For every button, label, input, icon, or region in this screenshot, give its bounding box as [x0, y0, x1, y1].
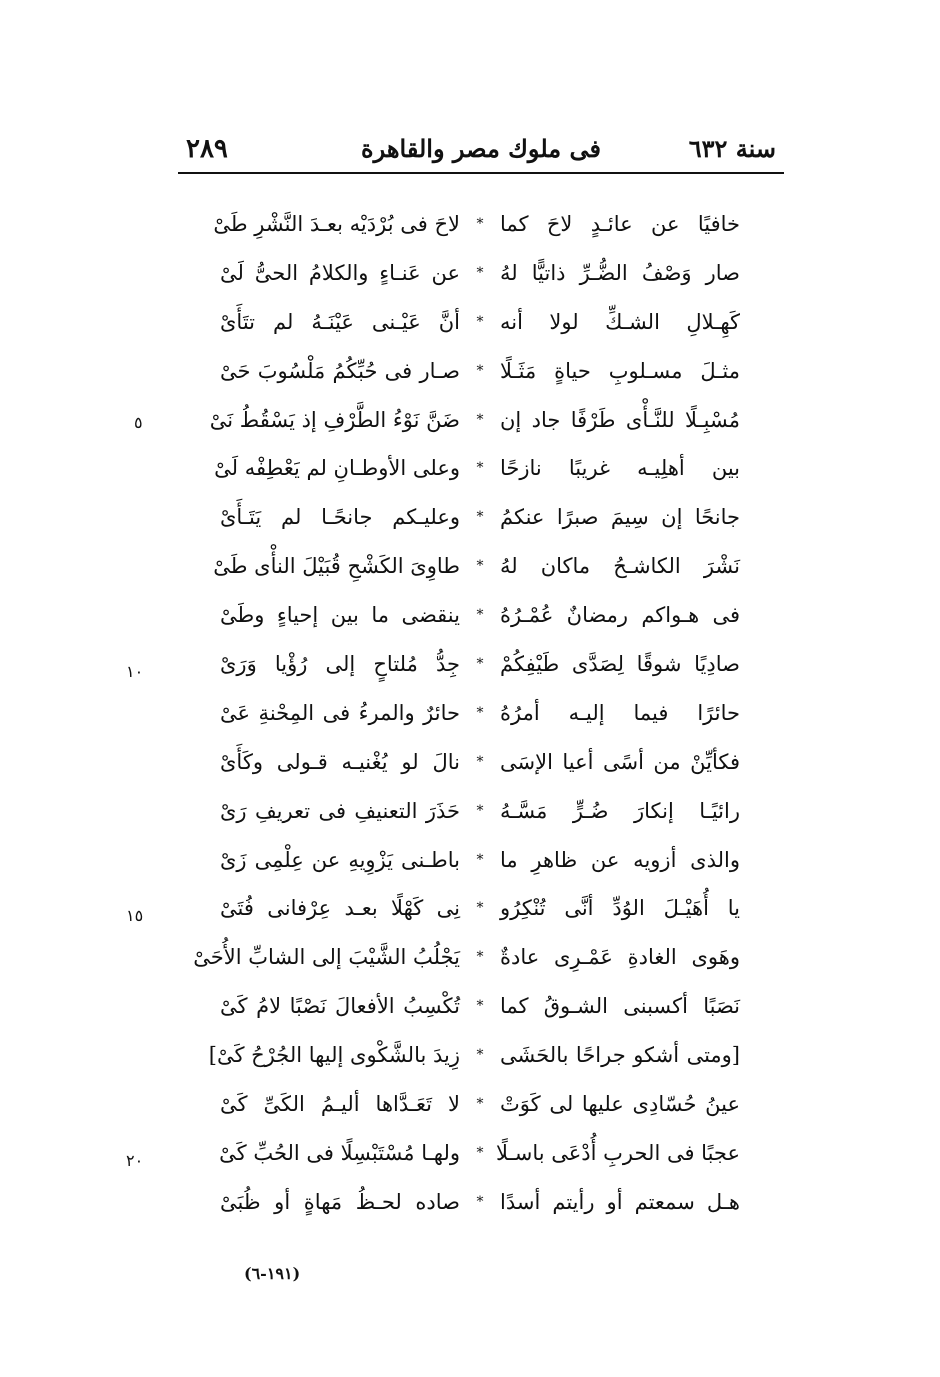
verse-line [193, 933, 740, 982]
verse-separator: * [476, 264, 484, 281]
line-number-20: ٢٠ [126, 1151, 144, 1170]
verse-first-hemistich: حائرًا فيما إليـه أمرُهُ [500, 700, 740, 725]
verse-separator: * [476, 362, 484, 379]
verse-first-hemistich: فكأيِّنْ من أسًى أعيا الإسَى [500, 749, 740, 774]
verse-second-hemistich: أنَّ عَيْـنى عَيْنَـهُ لم تتَأَىْ [220, 309, 460, 334]
verse-separator: * [476, 1144, 484, 1161]
verse-separator: * [476, 656, 484, 673]
verse-second-hemistich: باطـنى يَزْوِيهِ عن عِلْمِى زَىْ [220, 847, 460, 872]
verse-first-hemistich: نَشْرَ الكاشـحُ ماكان لهُ [500, 554, 740, 579]
verse-first-hemistich: صادِيًا شوقًا لِصَدَّى طَيْفِكُمْ [500, 652, 740, 677]
verse-first-hemistich: عجبًا فى الحربِ أُدْعَى باسـلًا [496, 1140, 740, 1165]
verse-separator: * [476, 1096, 484, 1113]
verse-separator: * [476, 704, 484, 721]
verse-second-hemistich: ولهـا مُسْتَبْسِلًا فى الحُبِّ كَىْ [219, 1140, 460, 1165]
verse-line [208, 1031, 740, 1080]
verse-line [220, 298, 740, 347]
verse-line [220, 591, 740, 640]
line-number-5: ٥ [134, 413, 143, 432]
verse-line [220, 1080, 740, 1129]
verse-separator: * [476, 851, 484, 868]
verse-separator: * [476, 313, 484, 330]
verse-separator: * [476, 753, 484, 770]
verse-separator: * [476, 802, 484, 819]
verse-separator: * [476, 900, 484, 917]
verse-first-hemistich: كَهِـلالِ الشـكِّ لولا أنه [500, 309, 740, 334]
year-label: سنة ٦٣٢ [688, 134, 776, 163]
verse-first-hemistich: والذى أزويه عن ظاهرِ ما [500, 847, 740, 872]
verse-first-hemistich: [ومتى أشكو جراحًا بالحَشَى [500, 1043, 740, 1068]
verse-first-hemistich: هـل سمعتم أو رأيتم أسدًا [500, 1189, 740, 1214]
verse-first-hemistich: صار وَصْفُ الضُّـرِّ ذاتيًّا لهُ [500, 260, 740, 285]
verse-line [220, 787, 740, 836]
verse-first-hemistich: وهَوى الغادةِ عَمْـرِى عادةٌ [500, 945, 740, 970]
verse-separator: * [476, 998, 484, 1015]
verse-line [220, 249, 740, 298]
verse-separator: * [476, 509, 484, 526]
verse-line [220, 493, 740, 542]
page-header [178, 130, 784, 170]
verse-first-hemistich: مُسْبِـلًا للنَّـأْى طَرْفًا جاد إن [500, 407, 740, 432]
verse-second-hemistich: حائرٌ والمرءُ فى المِحْنةِ عَىْ [220, 700, 460, 725]
verse-first-hemistich: نَصَبًا أكسبنى الشـوقُ كما [500, 994, 740, 1019]
verse-line [209, 396, 740, 445]
verse-separator: * [476, 1193, 484, 1210]
verse-line [220, 982, 740, 1031]
verse-line [213, 200, 740, 249]
poem-verses [193, 200, 740, 1227]
verse-first-hemistich: عينُ حُسّادِى عليها لى كَوَتْ [500, 1092, 740, 1117]
verse-separator: * [476, 460, 484, 477]
verse-second-hemistich: نِى كَهْلًا بعـد عِرْفانى فُتَىْ [220, 896, 460, 921]
verse-second-hemistich: وعلى الأوطـانِ لم يَعْطِفْه لَىْ [214, 456, 460, 481]
verse-first-hemistich: خافيًا عن عائـدٍ لاحَ كما [500, 212, 740, 236]
verse-line [214, 444, 740, 493]
verse-line [220, 1178, 740, 1227]
printer-signature: (١٩١-٦) [244, 1264, 301, 1283]
verse-separator: * [476, 411, 484, 428]
verse-second-hemistich: وعليـكم جانحًـا لم يَتَـأَىْ [220, 505, 460, 530]
verse-separator: * [476, 558, 484, 575]
verse-first-hemistich: بين أهلِيـه غريبًا نازحًا [500, 456, 740, 481]
verse-first-hemistich: مثـلَ مسـلوبِ حياةٍ مَثَـلًا [500, 358, 740, 383]
verse-line [220, 1129, 740, 1178]
verse-first-hemistich: فى هـواكم رمضانٌ عُمْـرُهُ [500, 603, 740, 628]
verse-second-hemistich: جِدُّ مُلتاحٍ إلى رُؤْيا وَرَىْ [220, 652, 460, 677]
verse-line [213, 542, 740, 591]
verse-second-hemistich: ينقضى ما بين إحياءٍ وطَىْ [220, 603, 460, 628]
verse-line [220, 884, 740, 933]
verse-second-hemistich: طاوِىَ الكَشْحِ قُبَيْلَ النأْى طَىْ [213, 554, 460, 579]
verse-line [220, 836, 740, 885]
verse-first-hemistich: رائيًـا إنكارَ ضُـرٍّ مَسَّـهُ [500, 798, 740, 823]
verse-separator: * [476, 607, 484, 624]
verse-second-hemistich: يَجْلُبُ الشَّيْبَ إلى الشابِّ الأُحَىْ [193, 945, 460, 970]
verse-second-hemistich: تُكْسِبُ الأفعالَ نَصْبًا لامُ كَىْ [220, 994, 460, 1019]
verse-line [220, 738, 740, 787]
line-number-10: ١٠ [126, 662, 144, 681]
verse-separator: * [476, 216, 484, 232]
verse-second-hemistich: حَذَرَ التعنيفِ فى تعريفِ رَىْ [220, 798, 460, 823]
verse-first-hemistich: جانحًا إن سِيمَ صبرًا عنكمُ [500, 505, 740, 530]
verse-second-hemistich: عن عَنـاءٍ والكلامُ الحىُّ لَىْ [220, 260, 460, 285]
verse-second-hemistich: صاده لحـظُ مَهاةٍ أو ظُبَىْ [220, 1189, 460, 1214]
verse-second-hemistich: لاحَ فى بُرْدَيْه بعـدَ النَّشْرِ طَىْ [213, 212, 460, 236]
verse-first-hemistich: يا أُهَيْـلَ الوُدِّ أنَّى تُنْكِرُو [500, 896, 740, 921]
verse-line [220, 689, 740, 738]
line-number-15: ١٥ [126, 906, 144, 925]
verse-separator: * [476, 949, 484, 966]
verse-second-hemistich: لا تَعَـدَّاها أليـمُ الكَىِّ كَىْ [220, 1092, 460, 1117]
verse-separator: * [476, 1047, 484, 1064]
verse-second-hemistich: ضَنَّ نَوْءُ الطَّرْفِ إذ يَسْقُطُ نَىْ [209, 407, 460, 432]
verse-second-hemistich: صـار فى حُبِّكُمُ مَلْسُوبَ حَىْ [220, 358, 460, 383]
verse-second-hemistich: زِيدَ بالشَّكْوى إليها الجُرْحُ كَىْ] [208, 1043, 460, 1068]
header-rule [178, 172, 784, 174]
verse-line [220, 347, 740, 396]
verse-second-hemistich: نالَ لو يُغْنيـه قـولى وكَأَىْ [220, 749, 460, 774]
running-title: فى ملوك مصر والقاهرة [361, 134, 601, 163]
page-number: ٢٨٩ [186, 134, 228, 164]
verse-line [220, 640, 740, 689]
